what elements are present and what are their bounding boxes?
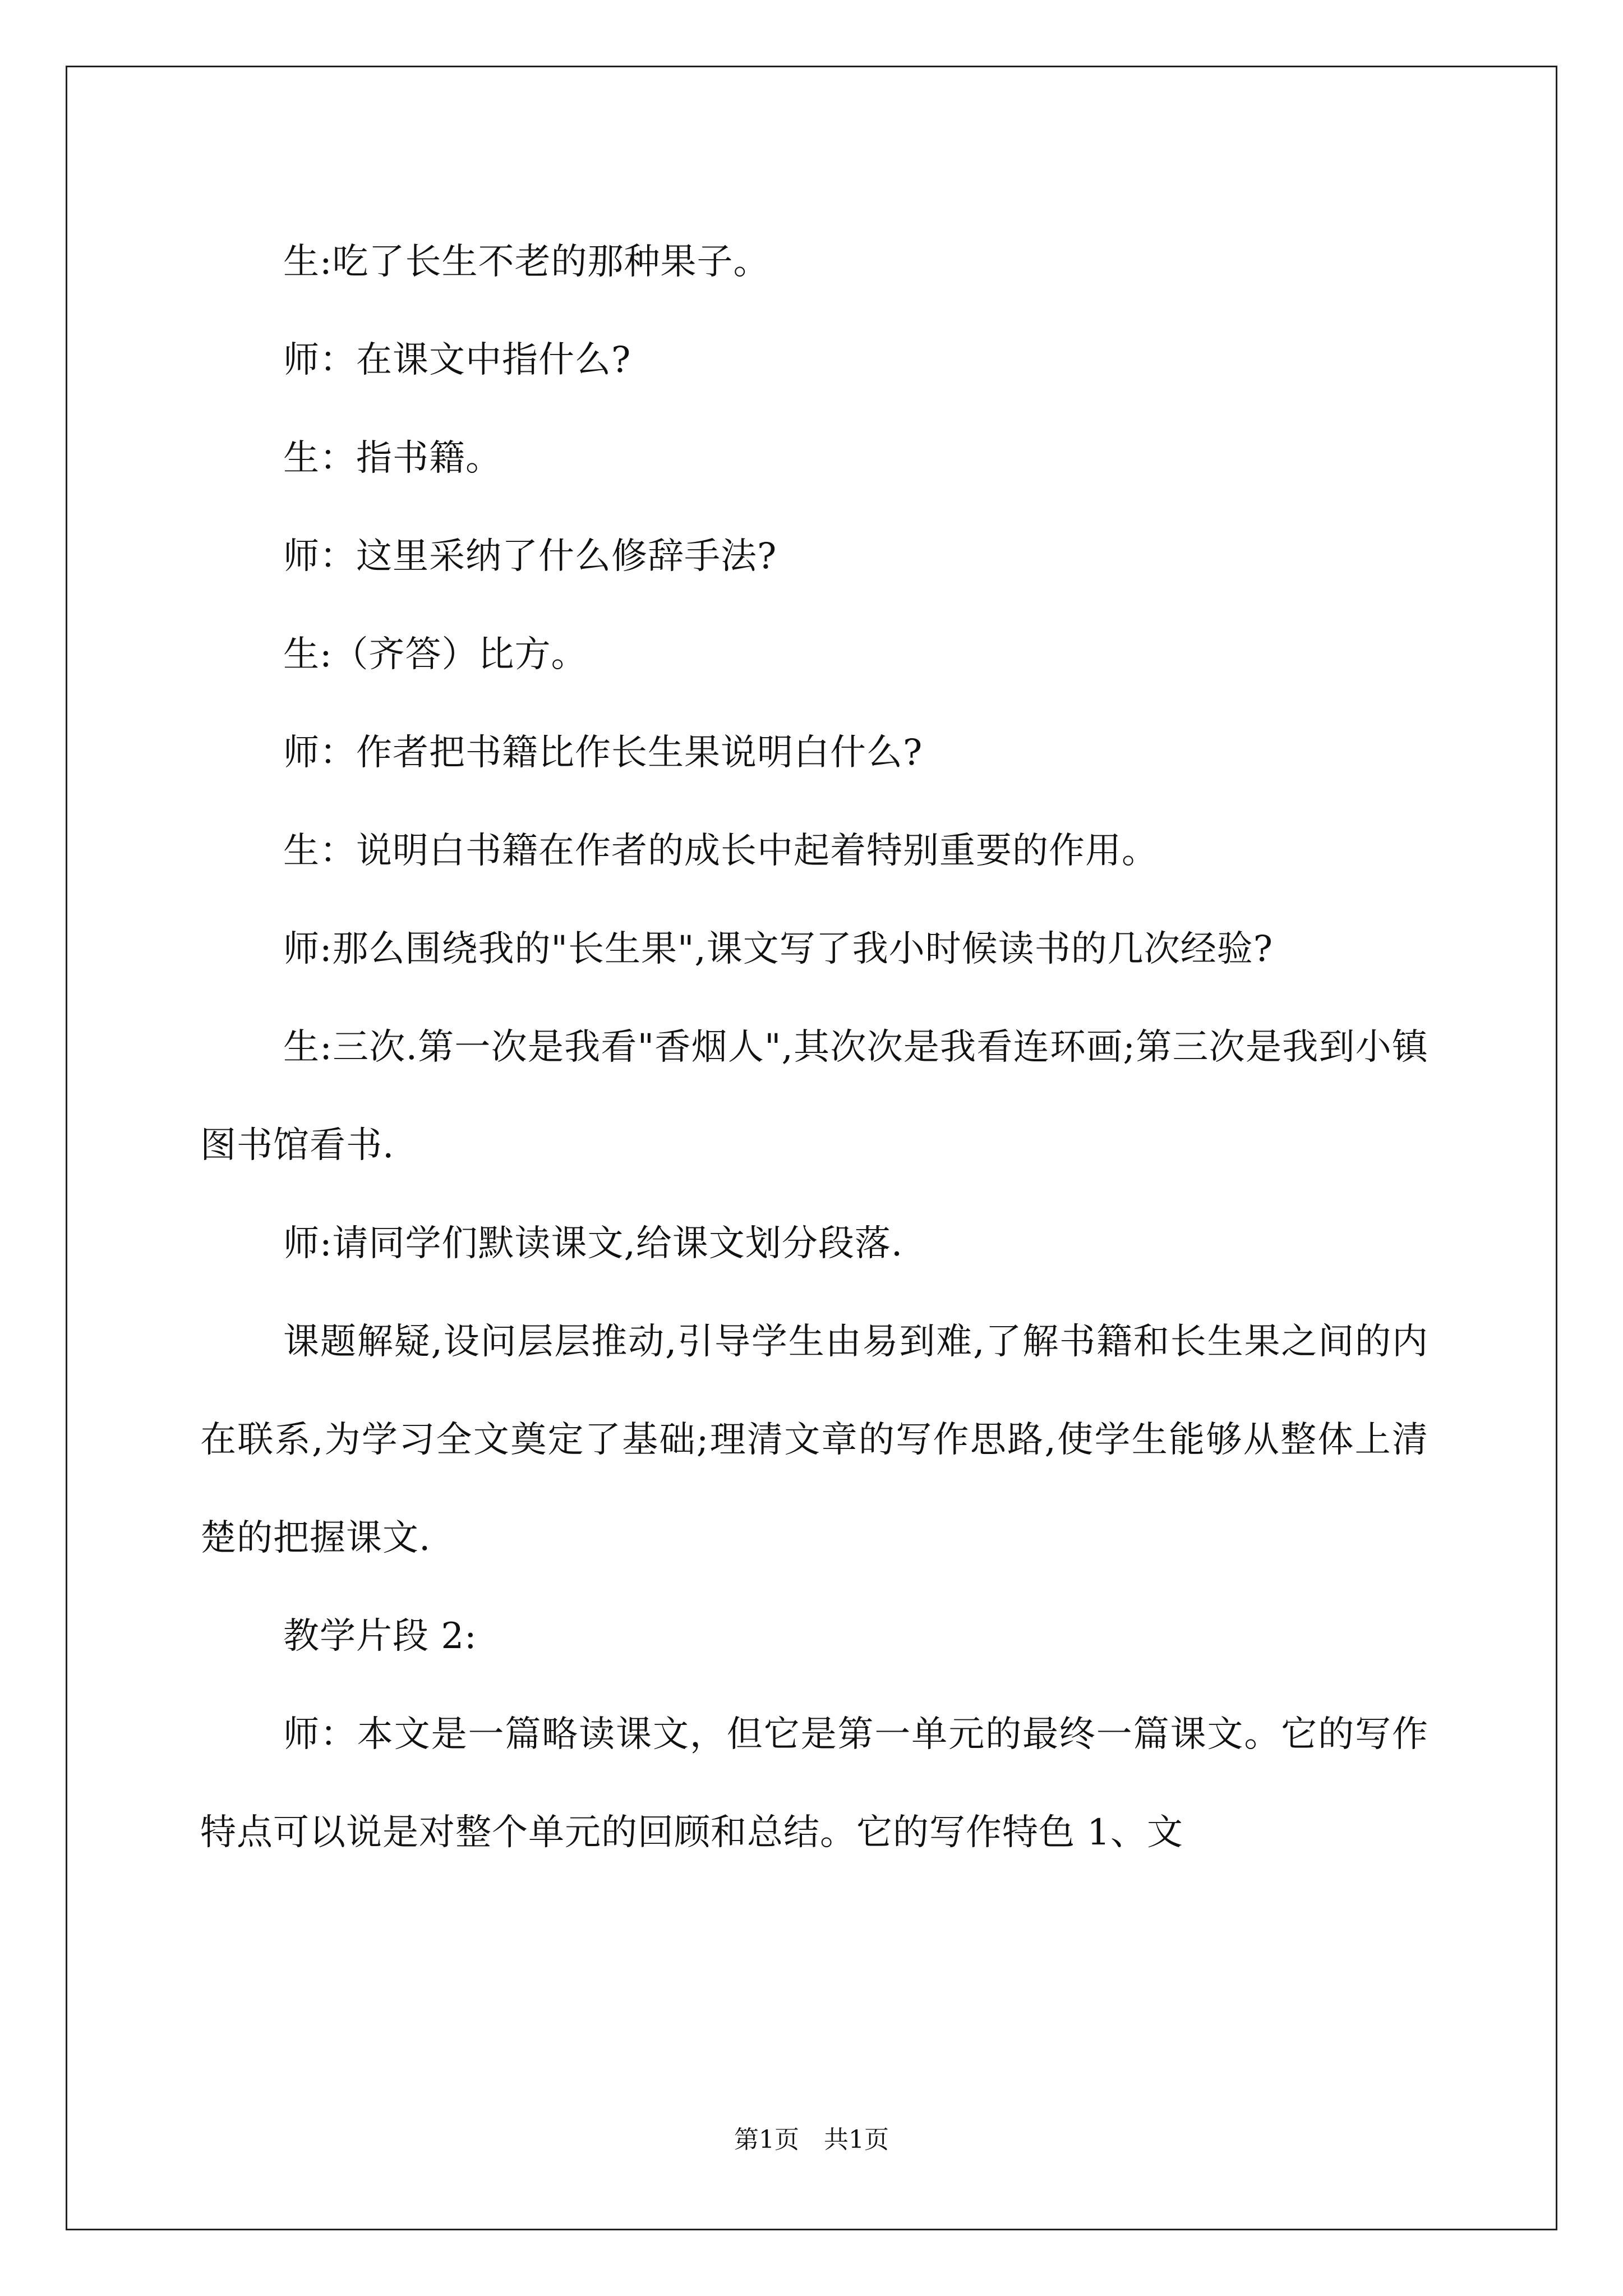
paragraph-5: 生:（齐答）比方。 bbox=[283, 634, 588, 675]
paragraph-4: 师：这里采纳了什么修辞手法? bbox=[283, 536, 777, 577]
paragraph-8: 师:那么围绕我的"长生果",课文写了我小时候读书的几次经验? bbox=[283, 928, 1274, 970]
paragraph-3: 生：指书籍。 bbox=[283, 438, 502, 479]
paragraph-1: 生:吃了长生不老的那种果子。 bbox=[283, 241, 770, 283]
paragraph-6: 师：作者把书籍比作长生果说明白什么? bbox=[283, 732, 923, 774]
paragraph-11: 课题解疑,设问层层推动,引导学生由易到难,了解书籍和长生果之间的内在联系,为学习全文奠定了基础;理清文章的写作思路,使学生能够从整体上清楚的把握课文. bbox=[200, 1321, 1428, 1559]
paragraph-13: 师：本文是一篇略读课文，但它是第一单元的最终一篇课文。它的写作特点可以说是对整个单元的回顾和总结。它的写作特色 1、文 bbox=[200, 1714, 1428, 1853]
page-number-label: 第1页 共1页 bbox=[734, 2125, 889, 2154]
page-footer bbox=[0, 2119, 1623, 2155]
document-body bbox=[200, 213, 1428, 1882]
paragraph-2: 师：在课文中指什么? bbox=[283, 339, 631, 381]
paragraph-9: 生:三次.第一次是我看"香烟人",其次次是我看连环画;第三次是我到小镇图书馆看书. bbox=[200, 1027, 1428, 1166]
paragraph-10: 师:请同学们默读课文,给课文划分段落. bbox=[283, 1223, 903, 1264]
paragraph-7: 生：说明白书籍在作者的成长中起着特别重要的作用。 bbox=[283, 830, 1158, 872]
paragraph-12: 教学片段 2: bbox=[283, 1616, 477, 1657]
